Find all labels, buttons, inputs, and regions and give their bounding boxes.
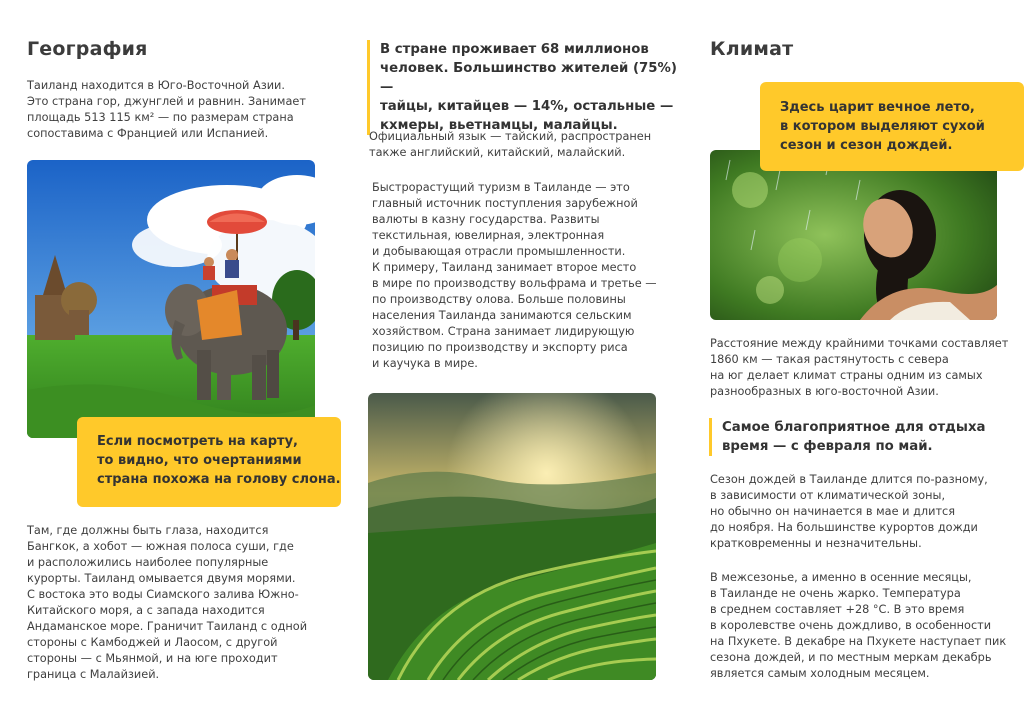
climate-callout: Здесь царит вечное лето, в котором выделяют сухой сезон и сезон дождей.: [760, 82, 1024, 171]
geography-intro: Таиланд находится в Юго-Восточной Азии. Это страна гор, джунглей и равнин. Занимает площадь 513 115 км² — по размерам страна сопоставима с Францией или Испанией.: [27, 79, 306, 140]
population-quote: В стране проживает 68 миллионов человек. Большинство жителей (75%) — тайцы, китайцев — 14%, остальные — кхмеры, вьетнамцы, малайцы.: [367, 40, 680, 135]
best-time-quote: Самое благоприятное для отдыха время — с февраля по май.: [709, 418, 1012, 456]
elephant-photo: [27, 160, 315, 438]
climate-title: Климат: [710, 38, 794, 60]
rice-terraces-photo: [368, 393, 656, 680]
distance-text: Расстояние между крайними точками составляет 1860 км — такая растянутость с севера на юг делает климат страны одним из самых разнообразных в юго-восточной Азии.: [710, 337, 1009, 398]
elephant-map-callout: Если посмотреть на карту, то видно, что очертаниями страна похожа на голову слона.: [77, 417, 341, 507]
geography-body: Там, где должны быть глаза, находится Бангкок, а хобот — южная полоса суши, где и расположились наиболее популярные курорты. Таиланд омывается двумя морями. С востока это воды Сиамского залива Южно- Китайского моря, а с запада находится Андаманское море. Граничит Таиланд с одной стороны с Камбоджей и Лаосом, с другой стороны — с Мьянмой, и на юге проходит граница с Малайзией.: [27, 524, 308, 681]
geography-title: География: [27, 38, 148, 60]
offseason-text: В межсезонье, а именно в осенние месяцы, в Таиланде не очень жарко. Температура в среднем составляет +28 °С. В это время в королевстве очень дождливо, в особенности на Пхукете. В декабре на Пхукете наступает пик сезона дождей, и по местным меркам декабрь является самым холодным месяцем.: [710, 571, 1007, 680]
rain-season-text: Сезон дождей в Таиланде длится по-разному, в зависимости от климатической зоны, но обычно он начинается в мае и длится до ноября. На большинстве курортов дожди кратковременны и незначительны.: [710, 473, 988, 550]
rain-girl-photo: [710, 150, 997, 320]
language-text: Официальный язык — тайский, распространен также английский, китайский, малайский.: [369, 130, 652, 159]
economy-text: Быстрорастущий туризм в Таиланде — это главный источник поступления зарубежной валюты в казну государства. Развиты текстильная, ювелирная, электронная и добывающая отрасли промышленности. К примеру, Таиланд занимает второе место в мире по производству вольфрама и третье — по производству олова. Больше половины населения Таиланда занимаются сельским хозяйством. Страна занимает лидирующую позицию по производству и экспорту риса и каучука в мире.: [372, 181, 657, 370]
